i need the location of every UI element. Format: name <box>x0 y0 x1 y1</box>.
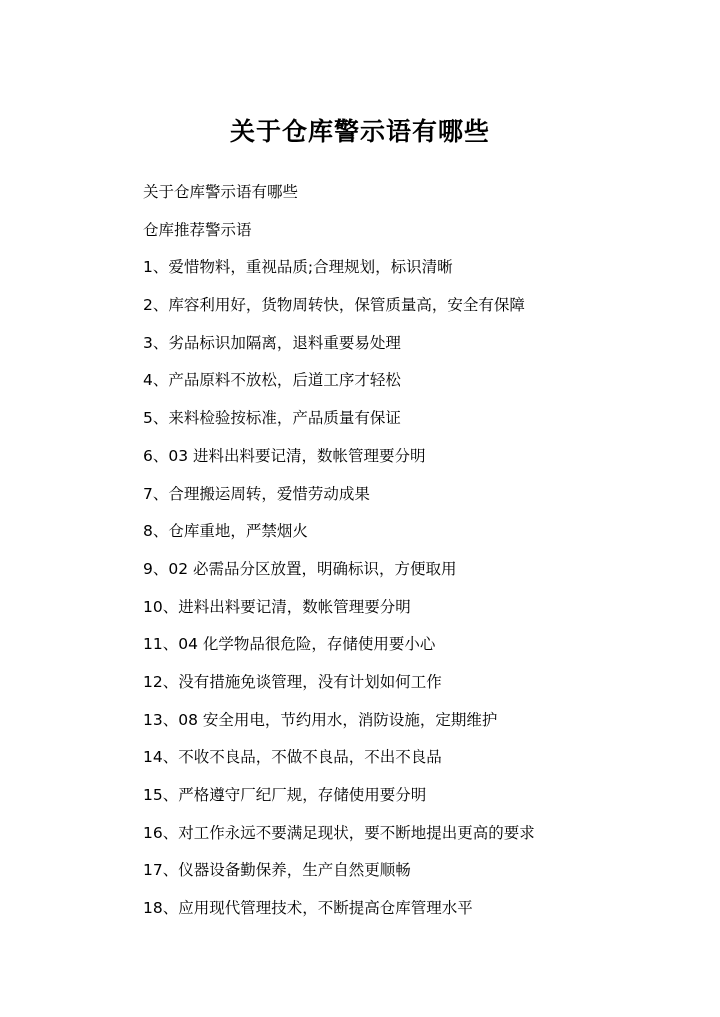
list-item: 6、03 进料出料要记清，数帐管理要分明 <box>143 446 426 465</box>
list-item: 5、来料检验按标准，产品质量有保证 <box>143 409 401 428</box>
list-item: 4、产品原料不放松，后道工序才轻松 <box>143 371 401 390</box>
list-item: 16、对工作永远不要满足现状，要不断地提出更高的要求 <box>143 823 535 842</box>
list-item: 8、仓库重地，严禁烟火 <box>143 522 308 541</box>
document-title: 关于仓库警示语有哪些 <box>229 117 490 146</box>
list-item: 11、04 化学物品很危险，存储使用要小心 <box>143 635 436 654</box>
list-item: 17、仪器设备勤保养，生产自然更顺畅 <box>143 861 411 880</box>
document-body <box>143 180 703 934</box>
list-item: 9、02 必需品分区放置，明确标识，方便取用 <box>143 559 457 578</box>
list-item: 12、没有措施免谈管理，没有计划如何工作 <box>143 672 442 691</box>
list-item: 3、劣品标识加隔离，退料重要易处理 <box>143 333 401 352</box>
list-item: 15、严格遵守厂纪厂规，存储使用要分明 <box>143 786 427 804</box>
list-item: 18、应用现代管理技术，不断提高仓库管理水平 <box>143 899 473 918</box>
list-item: 1、爱惜物料，重视品质;合理规划，标识清晰 <box>143 258 453 277</box>
list-item: 2、库容利用好，货物周转快，保管质量高，安全有保障 <box>143 296 525 315</box>
list-item: 13、08 安全用电，节约用水，消防设施，定期维护 <box>143 710 498 729</box>
list-item: 10、进料出料要记清，数帐管理要分明 <box>143 597 411 616</box>
section-heading: 仓库推荐警示语 <box>143 220 252 239</box>
intro-line: 关于仓库警示语有哪些 <box>143 183 299 201</box>
list-item: 7、合理搬运周转，爱惜劳动成果 <box>143 484 370 503</box>
list-item: 14、不收不良品，不做不良品，不出不良品 <box>143 748 442 767</box>
